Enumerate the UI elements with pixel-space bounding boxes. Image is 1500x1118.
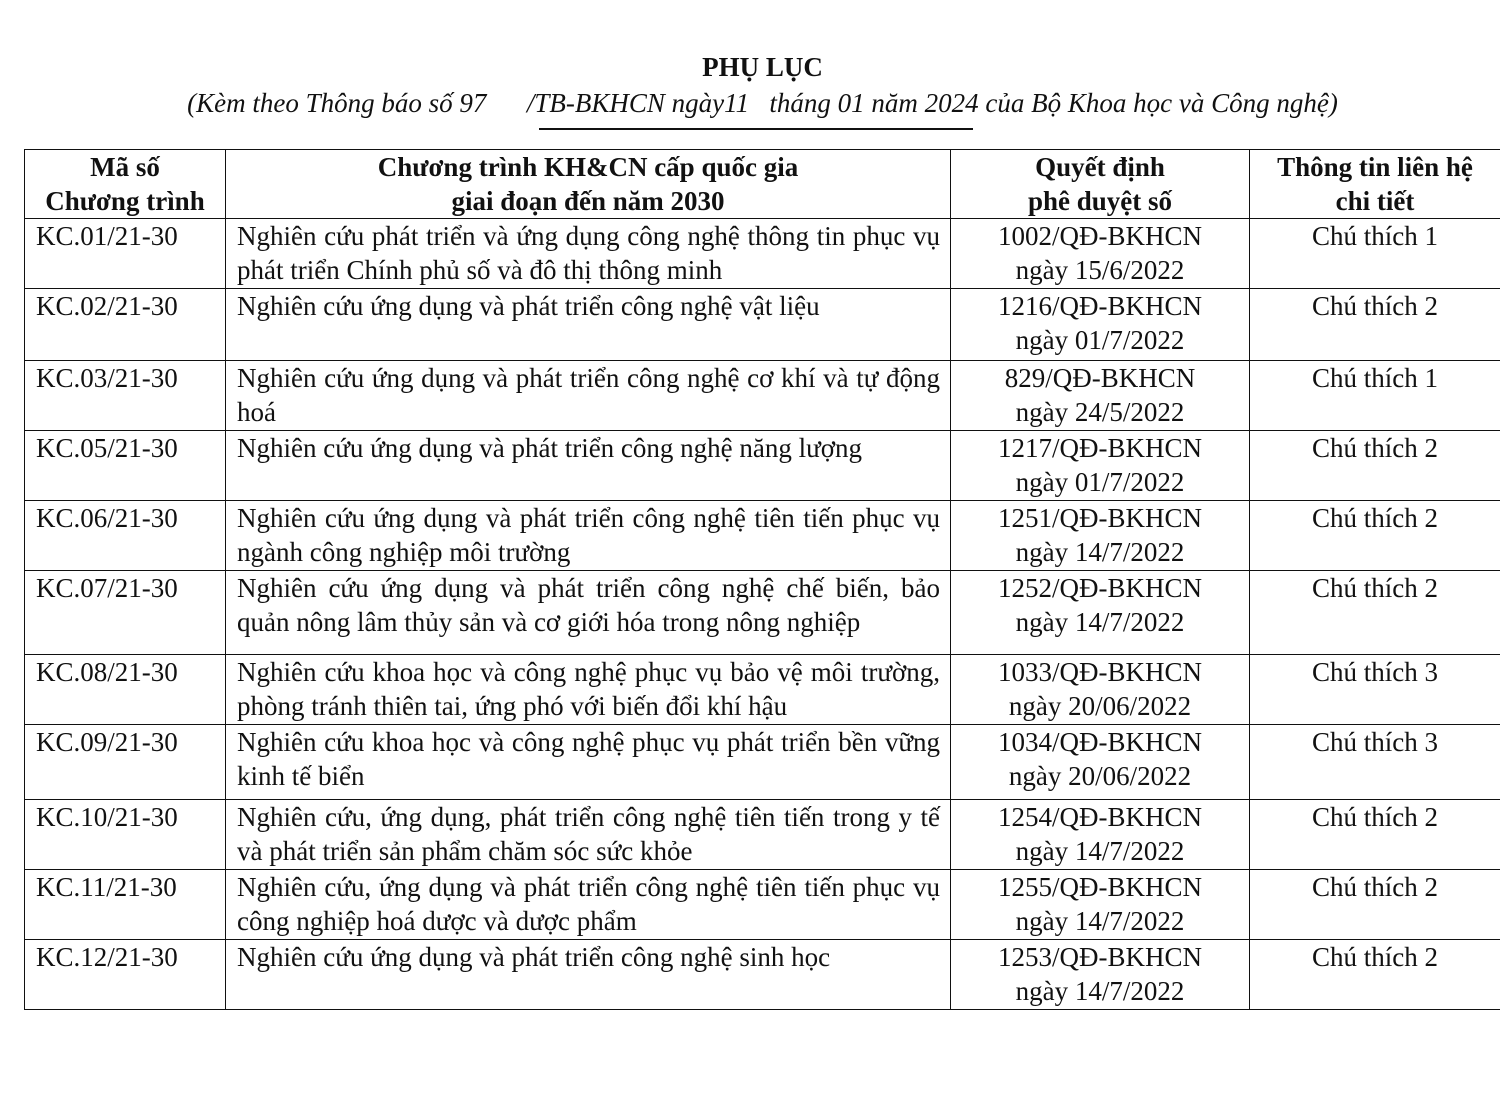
program-code-cell [25,431,226,501]
contact-note: Chú thích 2 [1312,433,1438,463]
program-name-cell [226,940,951,1010]
program-code: KC.05/21-30 [36,433,178,463]
decision-cell [951,870,1250,940]
program-name: Nghiên cứu, ứng dụng và phát triển công nghệ tiên tiến phục vụ công nghiệp hoá dược và dược phẩm [237,872,940,936]
contact-cell [1250,219,1500,289]
program-name: Nghiên cứu ứng dụng và phát triển công nghệ cơ khí và tự động hoá [237,363,940,427]
header-name-line2: giai đoạn đến năm 2030 [451,186,725,216]
program-name: Nghiên cứu ứng dụng và phát triển công nghệ chế biến, bảo quản nông lâm thủy sản và cơ giới hóa trong nông nghiệp [237,573,940,637]
table-row [25,940,1500,1010]
decision-cell [951,289,1250,361]
table-row [25,219,1500,289]
program-name-cell [226,571,951,655]
program-code-cell [25,800,226,870]
contact-note: Chú thích 2 [1312,872,1438,902]
program-code-cell [25,501,226,571]
header-contact-line2: chi tiết [1335,186,1415,216]
decision-date: ngày 01/7/2022 [1015,325,1185,355]
decision-cell [951,501,1250,571]
contact-cell [1250,800,1500,870]
decision-number: 1251/QĐ-BKHCN [997,503,1202,533]
decision-date: ngày 14/7/2022 [1015,537,1185,567]
decision-number: 1254/QĐ-BKHCN [997,802,1202,832]
program-name: Nghiên cứu ứng dụng và phát triển công nghệ sinh học [237,942,831,972]
decision-date: ngày 24/5/2022 [1015,397,1185,427]
table-body [25,219,1500,1010]
program-code-cell [25,289,226,361]
decision-date: ngày 20/06/2022 [1008,691,1192,721]
program-code: KC.01/21-30 [36,221,178,251]
program-name: Nghiên cứu khoa học và công nghệ phục vụ bảo vệ môi trường, phòng tránh thiên tai, ứng phó với biến đổi khí hậu [237,657,940,721]
table-row [25,800,1500,870]
decision-date: ngày 14/7/2022 [1015,906,1185,936]
decision-number: 1252/QĐ-BKHCN [997,573,1202,603]
program-code: KC.12/21-30 [36,942,178,972]
contact-note: Chú thích 2 [1312,291,1438,321]
decision-number: 829/QĐ-BKHCN [1004,363,1196,393]
decision-cell [951,571,1250,655]
program-code: KC.09/21-30 [36,727,178,757]
header-code-line2: Chương trình [45,186,205,216]
table-row [25,361,1500,431]
program-name-cell [226,655,951,725]
contact-cell [1250,571,1500,655]
header-decision [951,150,1250,219]
contact-cell [1250,431,1500,501]
contact-note: Chú thích 2 [1312,802,1438,832]
header-code [25,150,226,219]
decision-date: ngày 15/6/2022 [1015,255,1185,285]
decision-cell [951,800,1250,870]
program-code-cell [25,870,226,940]
decision-cell [951,219,1250,289]
program-code-cell [25,219,226,289]
program-name-cell [226,361,951,431]
program-name: Nghiên cứu ứng dụng và phát triển công nghệ vật liệu [237,291,820,321]
decision-number: 1033/QĐ-BKHCN [997,657,1202,687]
program-name-cell [226,725,951,800]
program-code: KC.11/21-30 [36,872,177,902]
program-name: Nghiên cứu ứng dụng và phát triển công nghệ năng lượng [237,433,863,463]
program-name-cell [226,501,951,571]
header-contact-line1: Thông tin liên hệ [1277,152,1473,182]
program-name: Nghiên cứu ứng dụng và phát triển công nghệ tiên tiến phục vụ ngành công nghiệp môi trường [237,503,940,567]
program-code-cell [25,725,226,800]
contact-cell [1250,655,1500,725]
contact-cell [1250,501,1500,571]
program-name: Nghiên cứu, ứng dụng, phát triển công nghệ tiên tiến trong y tế và phát triển sản phẩm chăm sóc sức khỏe [237,802,940,866]
contact-cell [1250,725,1500,800]
table-row [25,571,1500,655]
contact-note: Chú thích 1 [1312,221,1438,251]
decision-date: ngày 14/7/2022 [1015,976,1185,1006]
program-name-cell [226,289,951,361]
table-row [25,655,1500,725]
program-code: KC.10/21-30 [36,802,178,832]
table-header-row [25,150,1500,219]
program-name-cell [226,870,951,940]
program-code-cell [25,361,226,431]
decision-cell [951,655,1250,725]
decision-number: 1253/QĐ-BKHCN [997,942,1202,972]
contact-cell [1250,289,1500,361]
program-name: Nghiên cứu phát triển và ứng dụng công nghệ thông tin phục vụ phát triển Chính phủ số và đô thị thông minh [237,221,940,285]
header-contact [1250,150,1500,219]
contact-note: Chú thích 3 [1312,657,1438,687]
program-code: KC.02/21-30 [36,291,178,321]
programs-table [24,149,1500,1010]
table-row [25,501,1500,571]
decision-cell [951,725,1250,800]
document-title: PHỤ LỤC [702,52,823,82]
program-name-cell [226,431,951,501]
program-name-cell [226,800,951,870]
decision-date: ngày 14/7/2022 [1015,607,1185,637]
program-code: KC.08/21-30 [36,657,178,687]
decision-number: 1255/QĐ-BKHCN [997,872,1202,902]
contact-note: Chú thích 2 [1312,942,1438,972]
decision-cell [951,940,1250,1010]
header-program-name [226,150,951,219]
decision-date: ngày 20/06/2022 [1008,761,1192,791]
contact-cell [1250,870,1500,940]
header-name-line1: Chương trình KH&CN cấp quốc gia [377,152,799,182]
decision-date: ngày 14/7/2022 [1015,836,1185,866]
table-row [25,289,1500,361]
program-code-cell [25,571,226,655]
program-code-cell [25,655,226,725]
table-row [25,725,1500,800]
program-code-cell [25,940,226,1010]
contact-cell [1250,361,1500,431]
decision-cell [951,361,1250,431]
program-name-cell [226,219,951,289]
contact-cell [1250,940,1500,1010]
decision-number: 1034/QĐ-BKHCN [997,727,1202,757]
header-decision-line2: phê duyệt số [1027,186,1173,216]
contact-note: Chú thích 3 [1312,727,1438,757]
program-code: KC.03/21-30 [36,363,178,393]
decision-number: 1217/QĐ-BKHCN [997,433,1202,463]
title-underline [539,128,973,130]
contact-note: Chú thích 2 [1312,573,1438,603]
program-code: KC.06/21-30 [36,503,178,533]
table-row [25,431,1500,501]
header-decision-line1: Quyết định [1035,152,1165,182]
contact-note: Chú thích 2 [1312,503,1438,533]
table-row [25,870,1500,940]
document-subtitle: (Kèm theo Thông báo số 97 /TB-BKHCN ngày11 tháng 01 năm 2024 của Bộ Khoa học và Công nghệ) [187,88,1338,118]
decision-number: 1216/QĐ-BKHCN [997,291,1202,321]
header-code-line1: Mã số [90,152,160,182]
program-name: Nghiên cứu khoa học và công nghệ phục vụ phát triển bền vững kinh tế biển [237,727,940,791]
program-code: KC.07/21-30 [36,573,178,603]
decision-number: 1002/QĐ-BKHCN [997,221,1202,251]
decision-date: ngày 01/7/2022 [1015,467,1185,497]
decision-cell [951,431,1250,501]
contact-note: Chú thích 1 [1312,363,1438,393]
